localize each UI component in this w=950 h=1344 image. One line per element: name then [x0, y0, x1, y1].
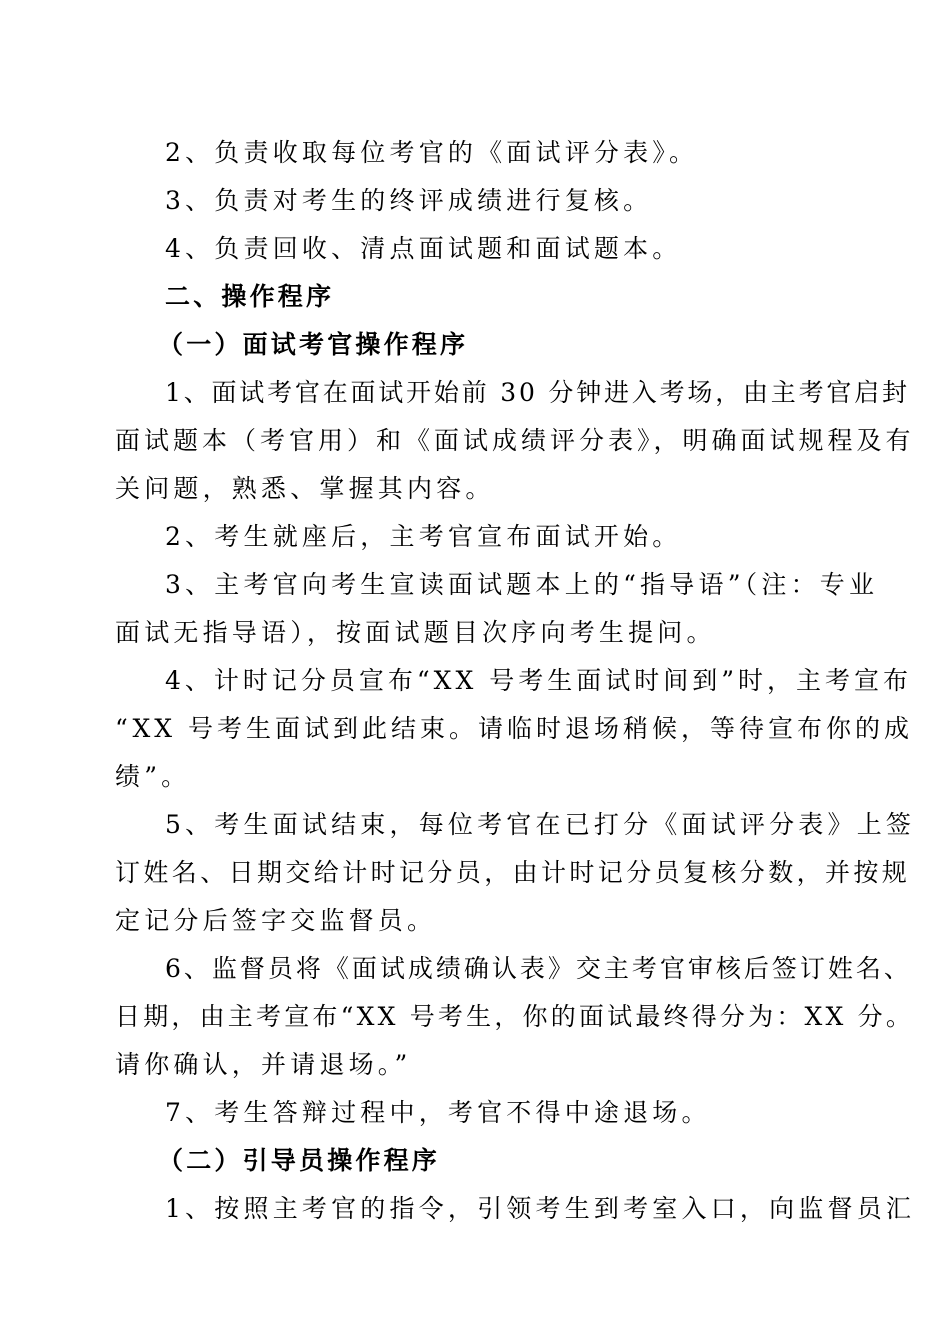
paragraph-line: 1、面试考官在面试开始前 30 分钟进入考场，由主考官启封 [165, 378, 910, 407]
paragraph-line: 6、监督员将《面试成绩确认表》交主考官审核后签订姓名、 [165, 954, 912, 983]
paragraph-line: 请你确认，并请退场。” [115, 1050, 412, 1079]
paragraph-line: 面试题本（考官用）和《面试成绩评分表》，明确面试规程及有 [115, 426, 915, 455]
paragraph-line: 2、考生就座后，主考官宣布面试开始。 [165, 522, 682, 551]
paragraph-line: 3、主考官向考生宣读面试题本上的“指导语”（注：专业 [165, 570, 879, 599]
paragraph-line: 7、考生答辩过程中，考官不得中途退场。 [165, 1098, 711, 1127]
paragraph-line: 1、按照主考官的指令，引领考生到考室入口，向监督员汇 [165, 1194, 916, 1223]
paragraph-line: 绩”。 [115, 762, 191, 791]
paragraph-line: 订姓名、日期交给计时记分员，由计时记分员复核分数，并按规 [115, 858, 911, 887]
paragraph-line: 关问题，熟悉、掌握其内容。 [115, 474, 495, 503]
paragraph-line: 3、负责对考生的终评成绩进行复核。 [165, 186, 653, 215]
paragraph-line: 2、负责收取每位考官的《面试评分表》。 [165, 138, 699, 167]
paragraph-line: 定记分后签字交监督员。 [115, 906, 437, 935]
section-heading: 二、操作程序 [165, 282, 335, 311]
subsection-heading: （二）引导员操作程序 [158, 1146, 441, 1175]
paragraph-line: 4、计时记分员宣布“XX 号考生面试时间到”时，主考宣布 [165, 666, 913, 695]
paragraph-line: 4、负责回收、清点面试题和面试题本。 [165, 234, 682, 263]
paragraph-line: 5、考生面试结束，每位考官在已打分《面试评分表》上签 [165, 810, 916, 839]
paragraph-line: 日期，由主考宣布“XX 号考生，你的面试最终得分为：XX 分。 [115, 1002, 915, 1031]
paragraph-line: 面试无指导语），按面试题目次序向考生提问。 [115, 618, 716, 647]
subsection-heading: （一）面试考官操作程序 [158, 330, 469, 359]
paragraph-line: “XX 号考生面试到此结束。请临时退场稍候，等待宣布你的成 [115, 714, 914, 743]
